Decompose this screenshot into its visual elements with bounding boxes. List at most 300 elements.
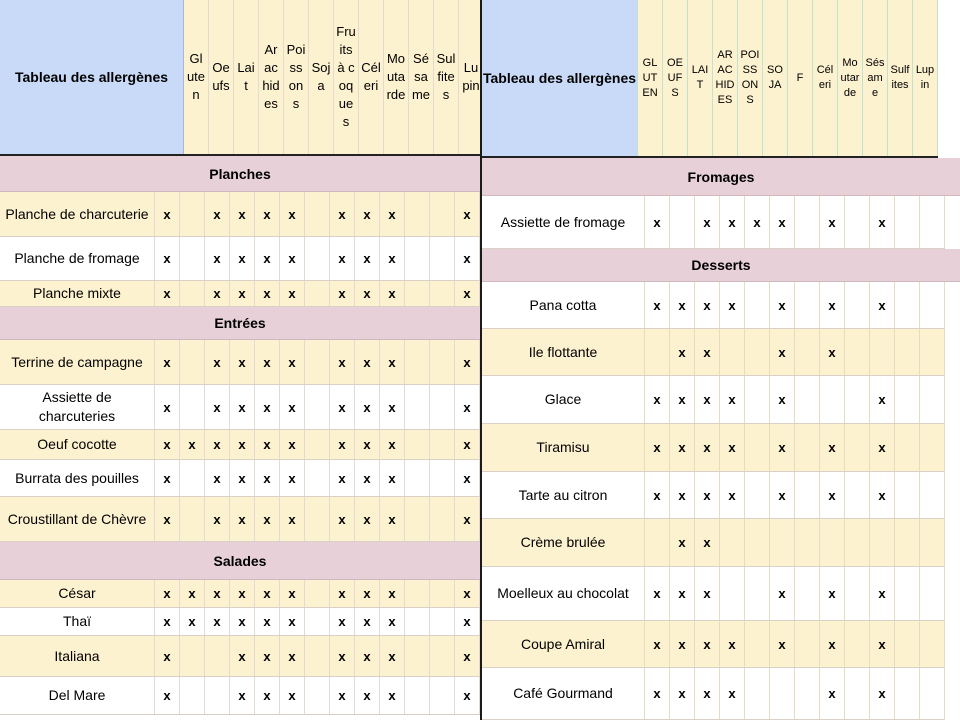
- allergen-mark: x: [155, 237, 180, 280]
- allergen-mark: x: [770, 472, 795, 518]
- section-header: [482, 158, 960, 196]
- allergen-mark: x: [280, 385, 305, 429]
- allergen-mark: [405, 192, 430, 236]
- allergen-mark: x: [720, 424, 745, 471]
- allergen-mark: x: [330, 608, 355, 635]
- allergen-header: ARACHIDES: [713, 0, 738, 156]
- allergen-mark: x: [670, 472, 695, 518]
- allergen-mark: [180, 636, 205, 676]
- section-label: Planches: [209, 165, 271, 182]
- allergen-mark: x: [355, 636, 380, 676]
- allergen-mark: [745, 424, 770, 471]
- allergen-mark: [205, 636, 230, 676]
- allergen-mark: x: [205, 237, 230, 280]
- allergen-mark: x: [695, 621, 720, 667]
- allergen-mark: x: [355, 580, 380, 607]
- allergen-mark: [795, 329, 820, 375]
- allergen-mark: [670, 196, 695, 248]
- table-row: [482, 329, 945, 376]
- allergen-mark: x: [230, 497, 255, 541]
- allergen-mark: x: [645, 376, 670, 423]
- allergen-mark: x: [280, 580, 305, 607]
- allergen-header: Lupin: [459, 0, 480, 154]
- table-row: [482, 376, 945, 424]
- allergen-mark: x: [230, 430, 255, 459]
- allergen-mark: x: [155, 677, 180, 714]
- table-row: [482, 567, 945, 621]
- allergen-mark: x: [670, 282, 695, 328]
- allergen-mark: x: [870, 668, 895, 719]
- allergen-mark: [745, 282, 770, 328]
- table-row: [0, 497, 480, 542]
- allergen-mark: x: [280, 340, 305, 384]
- allergen-mark: x: [330, 636, 355, 676]
- allergen-mark: x: [670, 621, 695, 667]
- allergen-mark: [430, 608, 455, 635]
- allergen-mark: [205, 677, 230, 714]
- dish-name: Assiette de fromage: [482, 196, 645, 248]
- allergen-mark: x: [695, 376, 720, 423]
- allergen-mark: [305, 460, 330, 496]
- allergen-mark: [920, 329, 945, 375]
- allergen-mark: x: [330, 430, 355, 459]
- allergen-mark: x: [380, 340, 405, 384]
- allergen-mark: x: [870, 472, 895, 518]
- allergen-mark: [920, 424, 945, 471]
- allergen-mark: [305, 636, 330, 676]
- allergen-mark: x: [695, 472, 720, 518]
- allergen-mark: x: [820, 621, 845, 667]
- allergen-mark: x: [180, 608, 205, 635]
- allergen-mark: [795, 519, 820, 566]
- allergen-mark: [430, 430, 455, 459]
- allergen-mark: x: [870, 376, 895, 423]
- allergen-mark: x: [355, 340, 380, 384]
- allergen-mark: [405, 385, 430, 429]
- allergen-mark: x: [280, 237, 305, 280]
- table-row: [482, 196, 945, 249]
- allergen-mark: x: [720, 668, 745, 719]
- allergen-mark: x: [155, 580, 180, 607]
- allergen-mark: [920, 376, 945, 423]
- allergen-mark: x: [330, 281, 355, 306]
- allergen-mark: x: [695, 282, 720, 328]
- allergen-mark: x: [380, 608, 405, 635]
- allergen-mark: x: [280, 192, 305, 236]
- allergen-mark: [895, 621, 920, 667]
- allergen-mark: [845, 282, 870, 328]
- allergen-mark: x: [770, 424, 795, 471]
- allergen-mark: x: [230, 385, 255, 429]
- allergen-mark: x: [720, 376, 745, 423]
- allergen-header: GLUTEN: [638, 0, 663, 156]
- allergen-header: Moutarde: [384, 0, 409, 154]
- table-title: Tableau des allergènes: [482, 0, 638, 156]
- allergen-mark: x: [695, 519, 720, 566]
- allergen-mark: x: [645, 472, 670, 518]
- allergen-mark: x: [155, 460, 180, 496]
- allergen-mark: [745, 329, 770, 375]
- allergen-mark: [870, 519, 895, 566]
- allergen-header: Fruits à coques: [334, 0, 359, 154]
- section-header: [0, 156, 480, 192]
- allergen-mark: x: [230, 237, 255, 280]
- allergen-mark: [720, 519, 745, 566]
- allergen-mark: x: [255, 677, 280, 714]
- allergen-header: Céleri: [813, 0, 838, 156]
- allergen-mark: [895, 668, 920, 719]
- table-row: [482, 424, 945, 472]
- allergen-mark: x: [645, 621, 670, 667]
- section-header: [0, 307, 480, 340]
- allergen-mark: [180, 460, 205, 496]
- allergen-mark: x: [205, 340, 230, 384]
- allergen-mark: x: [870, 567, 895, 620]
- allergen-mark: [180, 497, 205, 541]
- table-row: [0, 385, 480, 430]
- table-row: [0, 580, 480, 608]
- allergen-mark: x: [455, 460, 480, 496]
- allergen-mark: [305, 237, 330, 280]
- allergen-mark: x: [720, 196, 745, 248]
- allergen-mark: [745, 567, 770, 620]
- allergen-mark: [920, 472, 945, 518]
- allergen-mark: x: [380, 281, 405, 306]
- allergen-mark: x: [355, 385, 380, 429]
- dish-name: Café Gourmand: [482, 668, 645, 719]
- allergen-mark: [920, 621, 945, 667]
- dish-name: Planche de charcuterie: [0, 192, 155, 236]
- allergen-mark: [745, 519, 770, 566]
- allergen-mark: x: [330, 385, 355, 429]
- allergen-mark: x: [155, 636, 180, 676]
- allergen-header: Sésame: [863, 0, 888, 156]
- allergen-mark: [895, 472, 920, 518]
- allergen-mark: [645, 329, 670, 375]
- allergen-mark: [795, 282, 820, 328]
- allergen-header: Céleri: [359, 0, 384, 154]
- allergen-mark: [430, 677, 455, 714]
- allergen-mark: x: [770, 329, 795, 375]
- dish-name: Thaï: [0, 608, 155, 635]
- allergen-mark: x: [230, 677, 255, 714]
- table-header: [0, 0, 480, 156]
- allergen-mark: x: [205, 192, 230, 236]
- allergen-mark: x: [870, 196, 895, 248]
- table-row: [0, 281, 480, 307]
- allergen-mark: [405, 497, 430, 541]
- allergen-mark: x: [770, 567, 795, 620]
- allergen-mark: [430, 192, 455, 236]
- allergen-mark: x: [645, 668, 670, 719]
- section-header: [482, 249, 960, 282]
- allergen-mark: x: [745, 196, 770, 248]
- allergen-mark: [820, 376, 845, 423]
- allergen-mark: x: [355, 497, 380, 541]
- allergen-mark: x: [455, 237, 480, 280]
- allergen-mark: x: [380, 237, 405, 280]
- allergen-mark: [745, 621, 770, 667]
- table-row: [0, 460, 480, 497]
- table-row: [482, 668, 945, 720]
- allergen-mark: x: [820, 329, 845, 375]
- section-label: Salades: [213, 552, 267, 569]
- table-row: [482, 282, 945, 329]
- allergen-mark: [180, 192, 205, 236]
- allergen-mark: x: [230, 460, 255, 496]
- allergen-header: Sulfites: [888, 0, 913, 156]
- allergen-mark: [770, 519, 795, 566]
- allergen-mark: [305, 580, 330, 607]
- table-row: [0, 430, 480, 460]
- allergen-mark: [845, 668, 870, 719]
- allergen-mark: [795, 196, 820, 248]
- allergen-mark: x: [205, 608, 230, 635]
- allergen-mark: x: [380, 580, 405, 607]
- allergen-mark: x: [205, 281, 230, 306]
- allergen-mark: x: [355, 281, 380, 306]
- allergen-header: Lupin: [913, 0, 938, 156]
- allergen-mark: [720, 329, 745, 375]
- allergen-mark: [180, 281, 205, 306]
- section-label: Desserts: [691, 257, 751, 273]
- allergen-mark: x: [205, 580, 230, 607]
- allergen-mark: x: [720, 472, 745, 518]
- allergen-mark: x: [770, 196, 795, 248]
- allergen-table-right: [482, 0, 960, 720]
- allergen-mark: x: [155, 430, 180, 459]
- allergen-mark: [405, 460, 430, 496]
- allergen-mark: [920, 567, 945, 620]
- allergen-mark: [745, 668, 770, 719]
- allergen-mark: [305, 497, 330, 541]
- allergen-mark: x: [255, 237, 280, 280]
- allergen-mark: x: [155, 192, 180, 236]
- allergen-mark: [820, 519, 845, 566]
- allergen-mark: x: [255, 636, 280, 676]
- allergen-mark: x: [455, 608, 480, 635]
- allergen-mark: x: [695, 424, 720, 471]
- allergen-mark: x: [380, 385, 405, 429]
- allergen-mark: [305, 608, 330, 635]
- allergen-header: Gluten: [184, 0, 209, 154]
- allergen-mark: [845, 472, 870, 518]
- allergen-header: LAIT: [688, 0, 713, 156]
- dish-name: Tarte au citron: [482, 472, 645, 518]
- allergen-mark: x: [455, 580, 480, 607]
- allergen-mark: [845, 424, 870, 471]
- allergen-mark: x: [355, 237, 380, 280]
- allergen-mark: x: [330, 497, 355, 541]
- allergen-mark: [180, 677, 205, 714]
- allergen-mark: x: [645, 196, 670, 248]
- allergen-mark: x: [455, 430, 480, 459]
- allergen-header: Arachides: [259, 0, 284, 154]
- allergen-mark: x: [205, 385, 230, 429]
- allergen-mark: [405, 237, 430, 280]
- allergen-mark: [845, 196, 870, 248]
- dish-name: César: [0, 580, 155, 607]
- table-header: [482, 0, 938, 158]
- allergen-mark: [430, 580, 455, 607]
- allergen-mark: x: [230, 580, 255, 607]
- allergen-mark: [895, 424, 920, 471]
- allergen-mark: x: [180, 430, 205, 459]
- allergen-mark: x: [645, 424, 670, 471]
- allergen-mark: x: [820, 424, 845, 471]
- allergen-mark: [405, 636, 430, 676]
- allergen-mark: x: [695, 567, 720, 620]
- allergen-mark: [430, 497, 455, 541]
- allergen-header: Soja: [309, 0, 334, 154]
- allergen-mark: x: [670, 329, 695, 375]
- allergen-mark: x: [230, 192, 255, 236]
- allergen-mark: x: [670, 567, 695, 620]
- allergen-mark: [795, 621, 820, 667]
- allergen-mark: [305, 385, 330, 429]
- allergen-mark: x: [455, 192, 480, 236]
- allergen-mark: x: [230, 340, 255, 384]
- table-row: [0, 636, 480, 677]
- allergen-mark: [920, 519, 945, 566]
- allergen-mark: x: [645, 567, 670, 620]
- allergen-mark: [770, 668, 795, 719]
- allergen-header: POISSONS: [738, 0, 763, 156]
- allergen-mark: [305, 192, 330, 236]
- dish-name: Coupe Amiral: [482, 621, 645, 667]
- allergen-mark: x: [280, 677, 305, 714]
- table-row: [482, 519, 945, 567]
- allergen-mark: x: [280, 497, 305, 541]
- allergen-mark: [895, 196, 920, 248]
- table-row: [482, 472, 945, 519]
- dish-name: Tiramisu: [482, 424, 645, 471]
- allergen-mark: x: [770, 282, 795, 328]
- allergen-mark: [430, 281, 455, 306]
- dish-name: Pana cotta: [482, 282, 645, 328]
- dish-name: Ile flottante: [482, 329, 645, 375]
- allergen-mark: x: [205, 430, 230, 459]
- allergen-mark: x: [155, 497, 180, 541]
- allergen-mark: x: [330, 237, 355, 280]
- allergen-mark: [405, 430, 430, 459]
- allergen-mark: [430, 340, 455, 384]
- allergen-mark: x: [255, 385, 280, 429]
- allergen-mark: x: [820, 196, 845, 248]
- allergen-header: Oeufs: [209, 0, 234, 154]
- allergen-mark: x: [330, 192, 355, 236]
- allergen-mark: x: [455, 281, 480, 306]
- allergen-mark: [895, 329, 920, 375]
- allergen-mark: x: [255, 281, 280, 306]
- allergen-mark: x: [255, 460, 280, 496]
- allergen-mark: [430, 460, 455, 496]
- allergen-mark: [845, 329, 870, 375]
- allergen-header: SOJA: [763, 0, 788, 156]
- allergen-mark: x: [380, 497, 405, 541]
- allergen-mark: [405, 677, 430, 714]
- allergen-mark: x: [255, 608, 280, 635]
- allergen-mark: x: [870, 621, 895, 667]
- allergen-mark: x: [720, 282, 745, 328]
- allergen-mark: [845, 567, 870, 620]
- allergen-mark: [870, 329, 895, 375]
- allergen-mark: [795, 668, 820, 719]
- allergen-header: F: [788, 0, 813, 156]
- allergen-header: Sulfites: [434, 0, 459, 154]
- allergen-mark: x: [355, 608, 380, 635]
- allergen-mark: x: [770, 376, 795, 423]
- dish-name: Moelleux au chocolat: [482, 567, 645, 620]
- allergen-mark: x: [280, 430, 305, 459]
- allergen-mark: x: [380, 430, 405, 459]
- dish-name: Assiette de charcuteries: [0, 385, 155, 429]
- allergen-mark: x: [380, 677, 405, 714]
- allergen-mark: [845, 376, 870, 423]
- allergen-mark: x: [280, 636, 305, 676]
- dish-name: Glace: [482, 376, 645, 423]
- allergen-mark: x: [820, 472, 845, 518]
- allergen-mark: [430, 636, 455, 676]
- allergen-mark: x: [155, 608, 180, 635]
- allergen-mark: x: [255, 497, 280, 541]
- allergen-mark: x: [355, 677, 380, 714]
- table-row: [0, 608, 480, 636]
- allergen-header: Sésame: [409, 0, 434, 154]
- section-label: Entrées: [214, 315, 266, 331]
- allergen-mark: x: [155, 385, 180, 429]
- allergen-mark: [845, 621, 870, 667]
- allergen-mark: x: [230, 636, 255, 676]
- table-row: [482, 621, 945, 668]
- allergen-mark: x: [180, 580, 205, 607]
- allergen-mark: x: [205, 460, 230, 496]
- allergen-mark: x: [155, 281, 180, 306]
- allergen-mark: x: [720, 621, 745, 667]
- dish-name: Planche de fromage: [0, 237, 155, 280]
- allergen-mark: x: [695, 329, 720, 375]
- allergen-mark: x: [330, 580, 355, 607]
- allergen-mark: x: [670, 376, 695, 423]
- allergen-mark: x: [255, 430, 280, 459]
- table-row: [0, 340, 480, 385]
- allergen-mark: x: [330, 677, 355, 714]
- allergen-header: Moutarde: [838, 0, 863, 156]
- allergen-mark: [305, 281, 330, 306]
- allergen-header: Poissons: [284, 0, 309, 154]
- dish-name: Oeuf cocotte: [0, 430, 155, 459]
- allergen-mark: x: [455, 385, 480, 429]
- dish-name: Croustillant de Chèvre: [0, 497, 155, 541]
- allergen-mark: [745, 376, 770, 423]
- allergen-mark: [405, 281, 430, 306]
- allergen-mark: [895, 567, 920, 620]
- allergen-mark: [920, 668, 945, 719]
- dish-name: Del Mare: [0, 677, 155, 714]
- allergen-mark: x: [645, 282, 670, 328]
- allergen-mark: x: [455, 340, 480, 384]
- allergen-mark: [795, 472, 820, 518]
- allergen-mark: [645, 519, 670, 566]
- allergen-mark: x: [280, 460, 305, 496]
- allergen-mark: [795, 376, 820, 423]
- allergen-mark: x: [670, 668, 695, 719]
- allergen-mark: x: [820, 282, 845, 328]
- allergen-mark: [720, 567, 745, 620]
- allergen-mark: [795, 567, 820, 620]
- allergen-header: OEUFS: [663, 0, 688, 156]
- allergen-mark: x: [230, 608, 255, 635]
